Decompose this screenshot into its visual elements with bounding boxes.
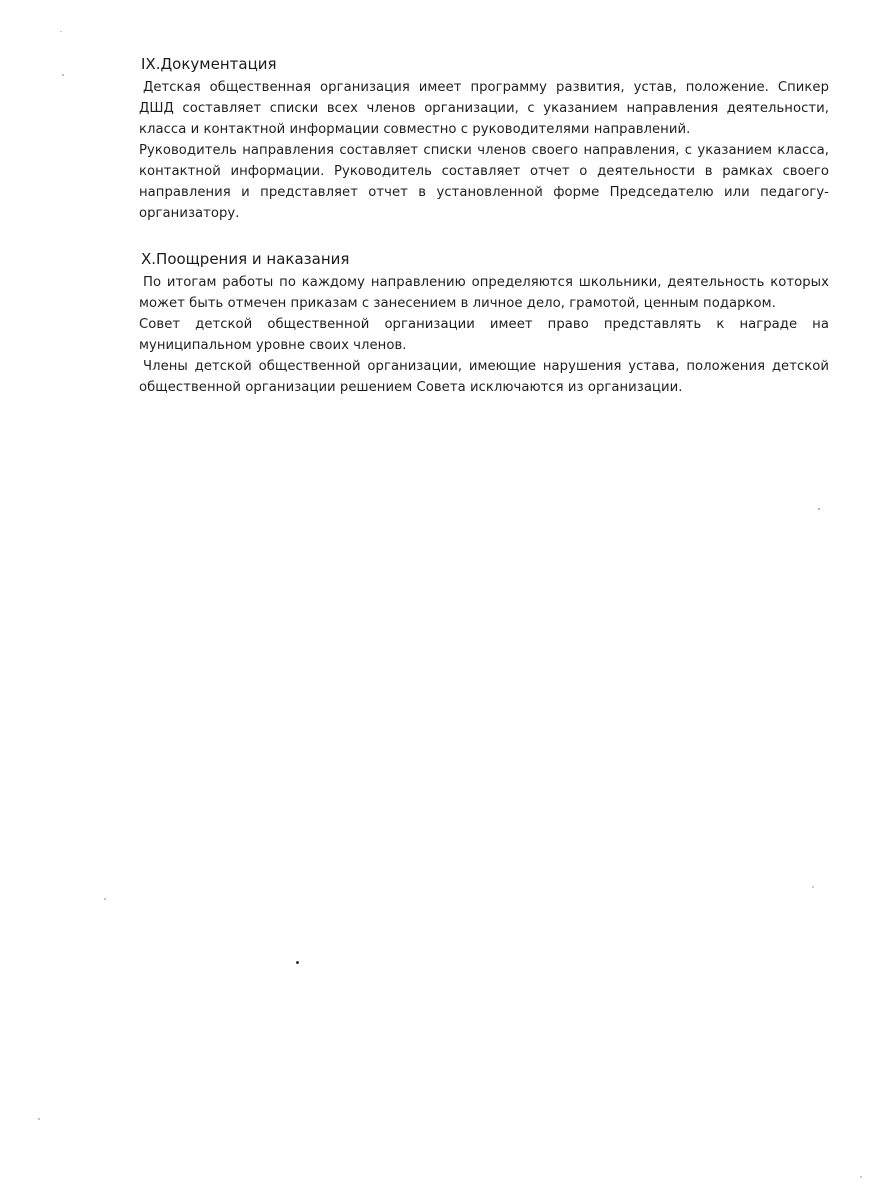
paragraph: Детская общественная организация имеет программу развития, устав, положение. Спикер ДШД составляет списки всех членов организации, с указанием направления деятельности, класса и контактной информации совместно с руководителями направлений. bbox=[139, 80, 829, 137]
paragraph: Руководитель направления составляет списки членов своего направления, с указанием класса, контактной информации. Руководитель составляет отчет о деятельности в рамках своего направления и представляет отчет в установленной форме Председателю или педагогу-организатору. bbox=[139, 143, 829, 221]
paragraph: По итогам работы по каждому направлению определяются школьники, деятельность которых может быть отмечен приказам с занесением в личное дело, грамотой, ценным подарком. bbox=[139, 275, 829, 311]
scan-speck bbox=[60, 31, 62, 32]
scan-speck bbox=[296, 961, 299, 964]
scan-speck bbox=[104, 898, 106, 900]
scan-speck bbox=[818, 508, 820, 510]
section-heading: X.Поощрения и наказания bbox=[141, 250, 350, 268]
section-documentation bbox=[139, 54, 829, 224]
paragraph: Совет детской общественной организации имеет право представлять к награде на муниципальном уровне своих членов. bbox=[139, 317, 829, 353]
section-heading: IX.Документация bbox=[141, 55, 277, 73]
scan-speck bbox=[860, 1176, 862, 1178]
scan-speck bbox=[62, 74, 64, 76]
section-rewards-and-penalties bbox=[139, 249, 829, 398]
scan-speck bbox=[812, 886, 814, 888]
paragraph: Члены детской общественной организации, имеющие нарушения устава, положения детской общественной организации решением Совета исключаются из организации. bbox=[139, 359, 829, 395]
scan-speck bbox=[38, 1118, 40, 1120]
